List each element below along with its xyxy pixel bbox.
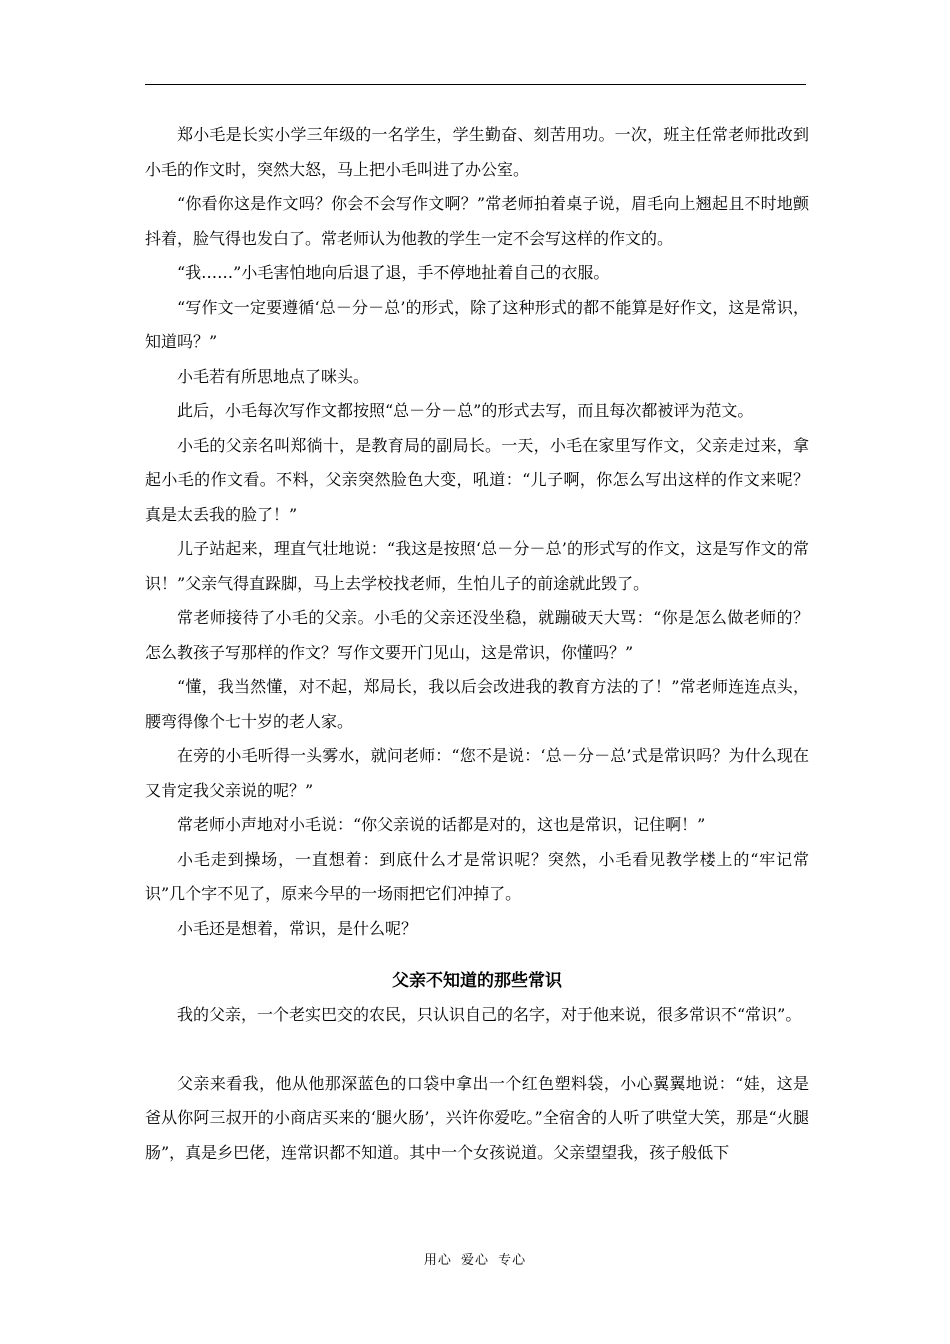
page-footer: 用心 爱心 专心 <box>423 1253 527 1268</box>
paragraph: 此后，小毛每次写作文都按照“总－分－总”的形式去写，而且每次都被评为范文。 <box>177 401 754 420</box>
paragraph: “写作文一定要遵循‘总－分－总’的形式，除了这种形式的都不能算是好作文，这是常识，知道吗？” <box>145 297 809 351</box>
paragraph: 儿子站起来，理直气壮地说：“我这是按照‘总－分－总’的形式写的作文，这是写作文的常识！”父亲气得直跺脚，马上去学校找老师，生怕儿子的前途就此毁了。 <box>145 539 809 593</box>
paragraph: 小毛若有所思地点了咪头。 <box>177 366 370 386</box>
paragraph: “你看你这是作文吗？你会不会写作文啊？”常老师拍着桌子说，眉毛向上翘起且不时地颤抖着，脸气得也发白了。常老师认为他教的学生一定不会写这样的作文的。 <box>145 194 809 248</box>
paragraph: 常老师接待了小毛的父亲。小毛的父亲还没坐稳，就蹦破天大骂：“你是怎么做老师的？怎么教孩子写那样的作文？写作文要开门见山，这是常识，你懂吗？” <box>145 608 809 662</box>
story-two <box>145 964 809 1170</box>
header-rule <box>145 84 806 85</box>
section-title: 父亲不知道的那些常识 <box>392 971 562 991</box>
document-body <box>145 118 809 1170</box>
paragraph-gap <box>145 1033 809 1067</box>
paragraph: 小毛走到操场，一直想着：到底什么才是常识呢？突然，小毛看见教学楼上的“牢记常识”几个字不见了，原来今早的一场雨把它们冲掉了。 <box>145 849 809 903</box>
paragraph: “我……”小毛害怕地向后退了退，手不停地扯着自己的衣服。 <box>177 263 610 282</box>
paragraph: 郑小毛是长实小学三年级的一名学生，学生勤奋、刻苦用功。一次，班主任常老师批改到小毛的作文时，突然大怒，马上把小毛叫进了办公室。 <box>145 125 809 179</box>
paragraph: “懂，我当然懂，对不起，郑局长，我以后会改进我的教育方法的了！”常老师连连点头，腰弯得像个七十岁的老人家。 <box>145 677 809 731</box>
paragraph: 小毛的父亲名叫郑徜十，是教育局的副局长。一天，小毛在家里写作文，父亲走过来，拿起小毛的作文看。不料，父亲突然脸色大变，吼道：“儿子啊，你怎么写出这样的作文来呢？真是太丢我的脸了！” <box>145 435 809 524</box>
story-one <box>145 118 809 946</box>
paragraph: 常老师小声地对小毛说：“你父亲说的话都是对的，这也是常识，记住啊！” <box>177 815 706 834</box>
paragraph: 小毛还是想着，常识，是什么呢？ <box>177 918 418 938</box>
paragraph: 父亲来看我，他从他那深蓝色的口袋中拿出一个红色塑料袋，小心翼翼地说：“娃，这是爸从你阿三叔开的小商店买来的‘腿火肠’，兴许你爱吃。”全宿舍的人听了哄堂大笑，那是“火腿肠”，真是乡巴佬，连常识都不知道。其中一个女孩说道。父亲望望我，孩子般低下 <box>145 1073 809 1162</box>
paragraph: 在旁的小毛听得一头雾水，就问老师：“您不是说：‘总－分－总’式是常识吗？为什么现在又肯定我父亲说的呢？” <box>145 746 809 800</box>
intro-paragraph: 我的父亲，一个老实巴交的农民，只认识自己的名字，对于他来说，很多常识不“常识”。 <box>177 1005 802 1024</box>
